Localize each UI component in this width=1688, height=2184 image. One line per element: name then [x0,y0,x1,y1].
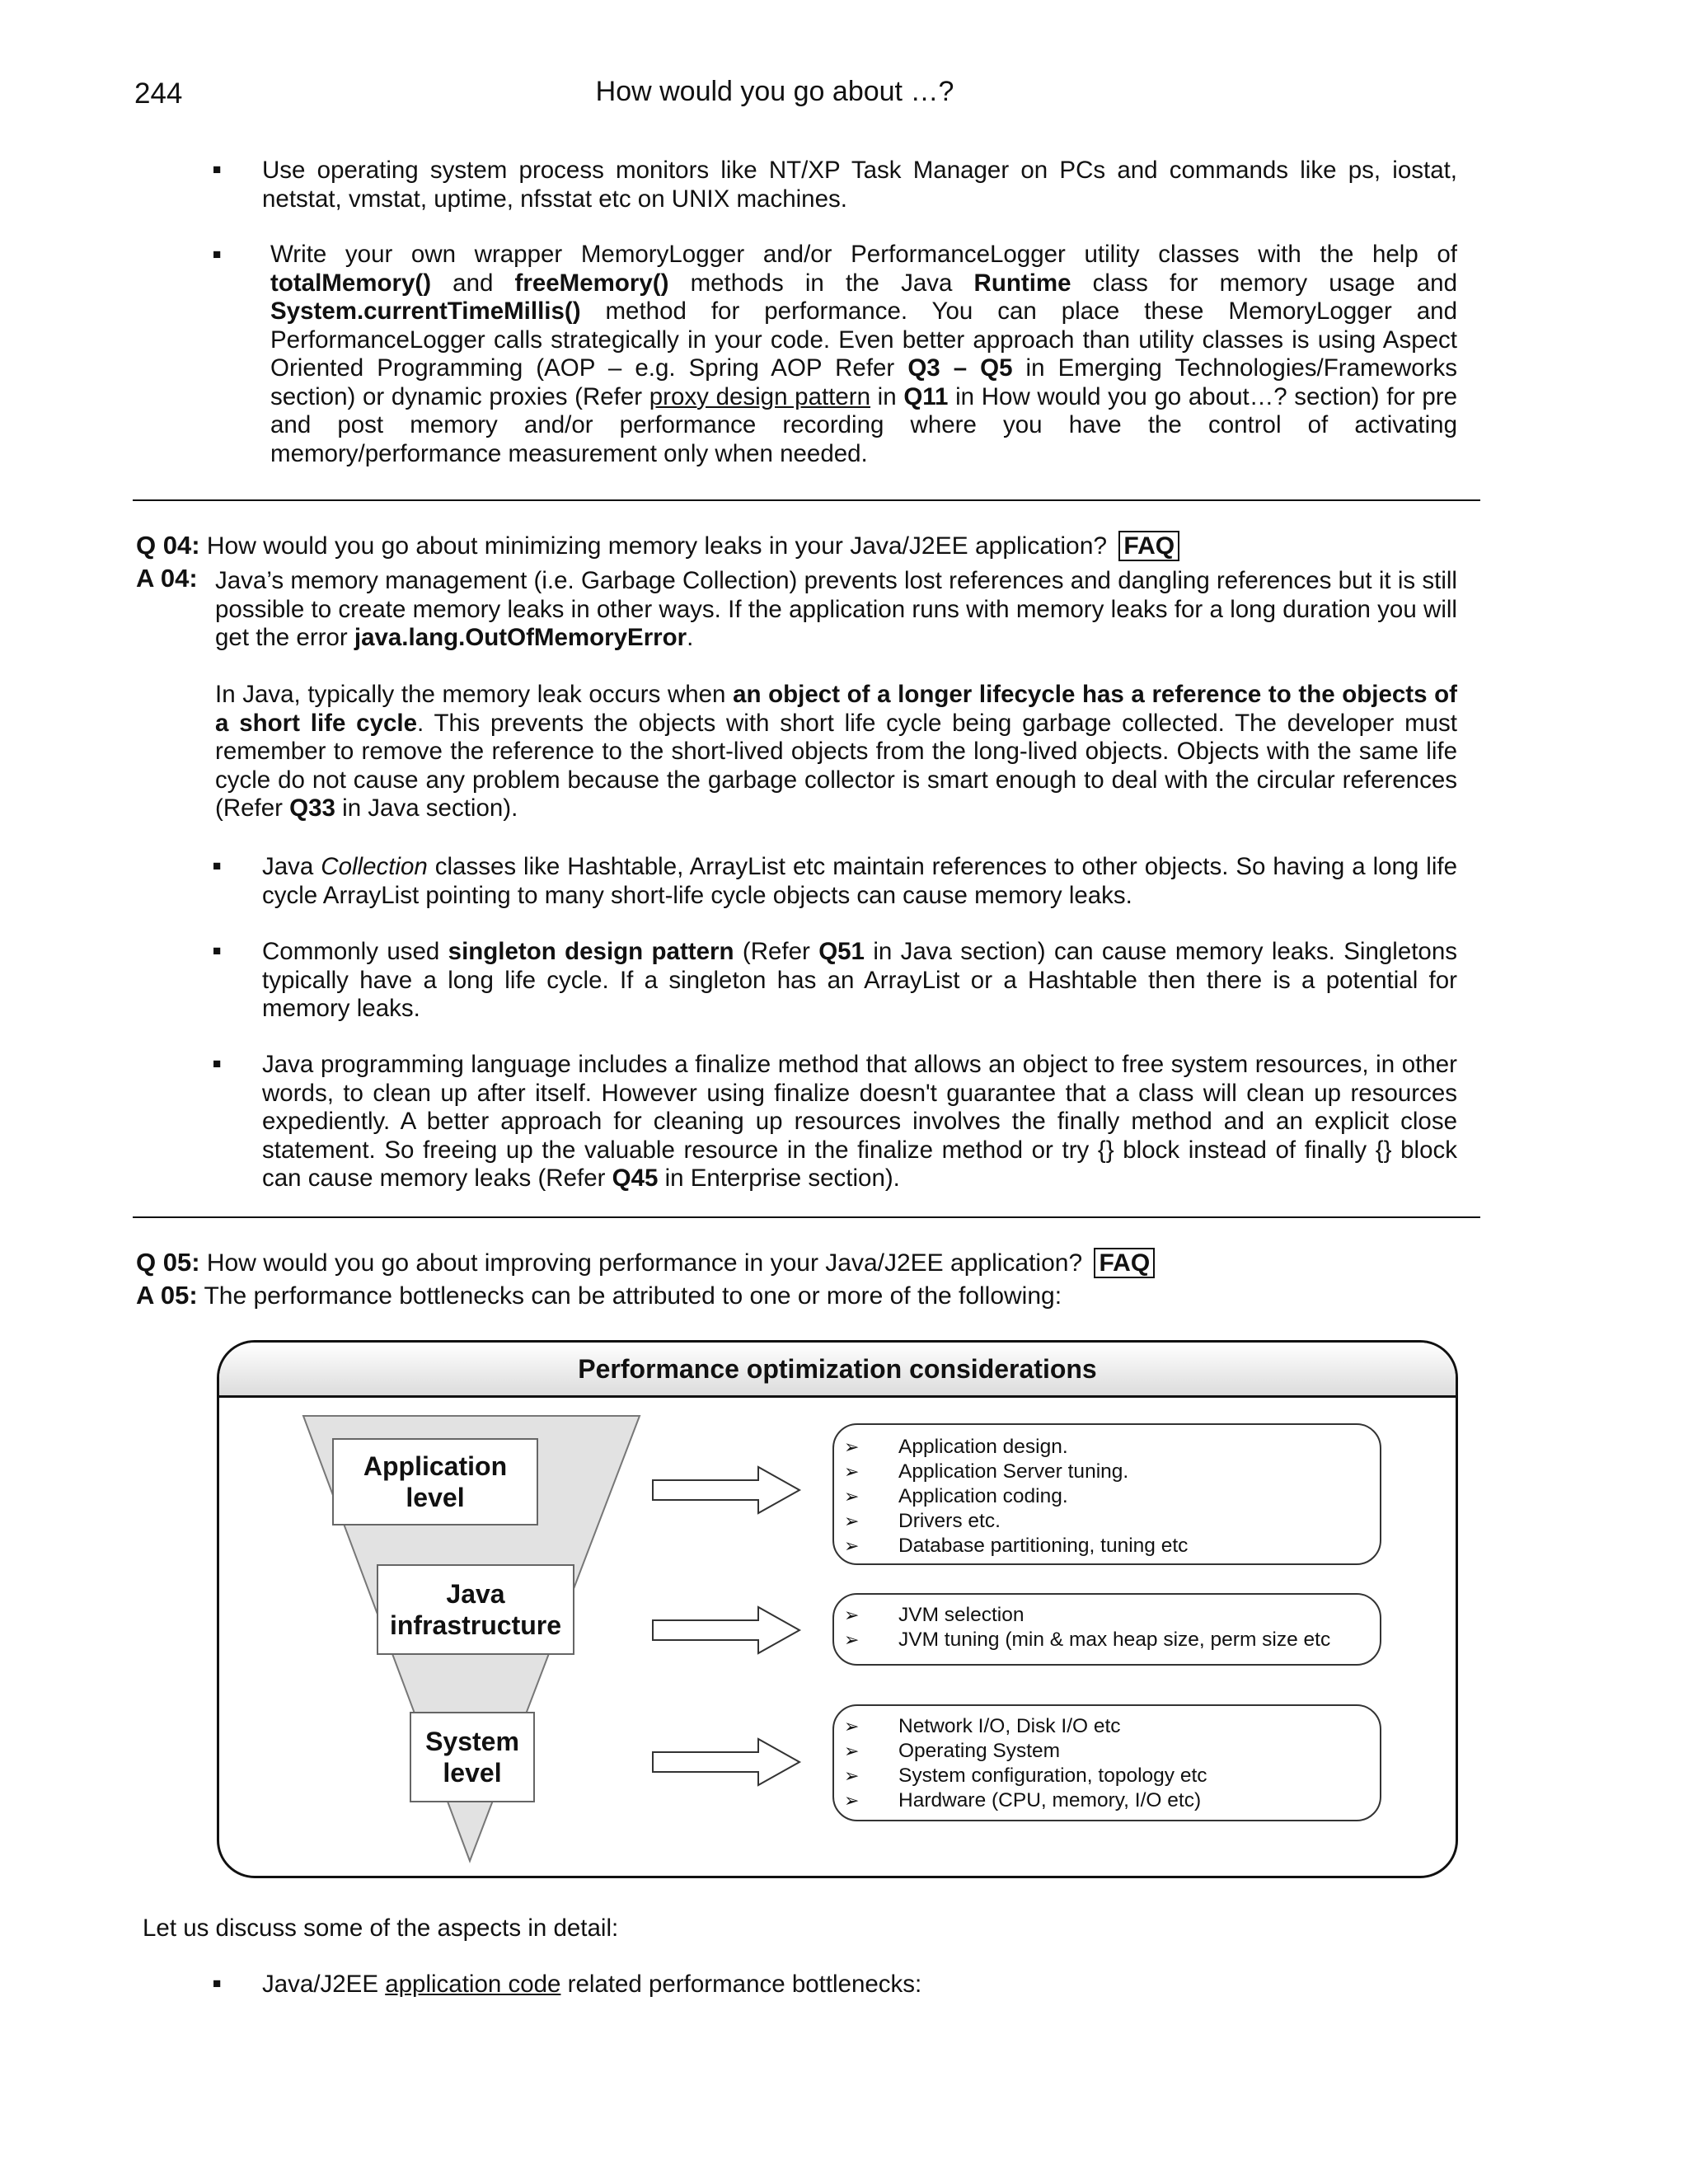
java-infrastructure-list [832,1593,1381,1666]
top-bullet-1: Use operating system process monitors like NT/XP Task Manager on PCs and commands like ps, iostat, netstat, vmstat, uptime, nfsstat etc on UNIX machines. [262,157,1457,213]
q05-answer: A 05: The performance bottlenecks can be attributed to one or more of the following: [136,1281,1062,1310]
bullet-marker: ■ [213,858,222,874]
arrowhead-bullet-icon: ➢ [844,1511,860,1531]
q04-question: Q 04: How would you go about minimizing memory leaks in your Java/J2EE application? FAQ [136,532,1471,561]
q04-bullet-1: Java Collection classes like Hashtable, ArrayList etc maintain references to other objects. So having a long life cycle ArrayList pointing to many short-life cycle objects can cause memory leaks. [262,853,1457,909]
list-item: ➢ JVM selection [844,1604,1025,1626]
faq-badge: FAQ [1118,531,1179,561]
level-system: System level [410,1712,535,1802]
arrowhead-bullet-icon: ➢ [844,1436,860,1457]
arrowhead-bullet-icon: ➢ [844,1461,860,1482]
bullet-marker: ■ [213,246,222,262]
arrowhead-bullet-icon: ➢ [844,1741,860,1761]
arrowhead-bullet-icon: ➢ [844,1765,860,1786]
list-item: ➢ System configuration, topology etc [844,1765,1207,1787]
application-code-link[interactable]: application code [385,1971,561,1998]
level-java-infrastructure: Java infrastructure [377,1564,574,1655]
list-item: ➢ Database partitioning, tuning etc [844,1535,1189,1557]
q05-question: Q 05: How would you go about improving performance in your Java/J2EE application? FAQ [136,1249,1471,1278]
page-title: How would you go about …? [595,76,954,107]
arrowhead-bullet-icon: ➢ [844,1716,860,1736]
list-item: ➢ JVM tuning (min & max heap size, perm size etc [844,1629,1331,1651]
level-application: Application level [332,1438,538,1526]
list-item: ➢ Operating System [844,1740,1061,1762]
proxy-pattern-link[interactable]: proxy design pattern [649,382,871,410]
top-bullet-2: Write your own wrapper MemoryLogger and/or PerformanceLogger utility classes with the help of totalMemory() and freeMemory() methods in the Java Runtime class for memory usage and System.currentTimeMillis() method for performance. You can place these MemoryLogger and PerformanceLogger calls strategically in your code. Even better approach than utility classes is using Aspect Oriented Programming (AOP – e.g. Spring AOP Refer Q3 – Q5 in Emerging Technologies/Frameworks section) or dynamic proxies (Refer proxy design pattern in Q11 in How would you go about…? section) for pre and post memory and/or performance recording where you have the control of activating memory/performance measurement only when needed. [270,241,1457,467]
system-level-list [832,1704,1381,1821]
bullet-marker: ■ [213,943,222,958]
arrowhead-bullet-icon: ➢ [844,1790,860,1811]
right-arrow-icon [653,1467,799,1513]
list-item: ➢ Application coding. [844,1485,1068,1507]
q04-answer-p2: In Java, typically the memory leak occurs when an object of a longer lifecycle has a reference to the objects of a short life cycle. This prevents the objects with short life cycle being garbage collected. The developer must remember to remove the reference to the short-lived objects from the long-lived objects. Objects with the same life cycle do not cause any problem because the garbage collector is smart enough to deal with the circular references (Refer Q33 in Java section). [215,681,1458,822]
list-item: ➢ Application Server tuning. [844,1460,1129,1483]
q04-bullet-3: Java programming language includes a finalize method that allows an object to free system resources, in other words, to clean up after itself. However using finalize doesn't guarantee that a class will clean up resources expediently. A better approach for cleaning up resources involves the finally method and an explicit close statement. So freeing up the valuable resource in the finalize method or try {} block instead of finally {} block can cause memory leaks (Refer Q45 in Enterprise section). [262,1051,1457,1192]
faq-badge: FAQ [1094,1248,1155,1278]
arrowhead-bullet-icon: ➢ [844,1535,860,1556]
list-item: ➢ Network I/O, Disk I/O etc [844,1715,1121,1737]
bullet-marker: ■ [213,162,222,177]
list-item: ➢ Application design. [844,1436,1068,1458]
bullet-marker: ■ [213,1975,222,1991]
q04-answer-label: A 04: [136,564,198,593]
right-arrow-icon [653,1607,799,1653]
list-item: ➢ Drivers etc. [844,1510,1001,1532]
application-level-list [832,1423,1381,1565]
discussion-intro: Let us discuss some of the aspects in detail: [143,1915,619,1942]
footer-bullet: Java/J2EE application code related performance bottlenecks: [262,1971,922,1998]
q04-answer-p1: Java’s memory management (i.e. Garbage Collection) prevents lost references and dangling references but it is still possible to create memory leaks in other ways. If the application runs with memory leaks for a long duration you will get the error java.lang.OutOfMemoryError. [215,567,1457,651]
arrowhead-bullet-icon: ➢ [844,1486,860,1507]
list-item: ➢ Hardware (CPU, memory, I/O etc) [844,1789,1202,1811]
page-number: 244 [134,77,183,110]
diagram-title: Performance optimization considerations [578,1354,1097,1384]
right-arrow-icon [653,1739,799,1785]
arrowhead-bullet-icon: ➢ [844,1629,860,1650]
arrowhead-bullet-icon: ➢ [844,1605,860,1625]
bullet-marker: ■ [213,1056,222,1071]
q04-bullet-2: Commonly used singleton design pattern (Refer Q51 in Java section) can cause memory leaks. Singletons typically have a long life cycle. If a singleton has an ArrayList or a Hashtable then there is a potential for memory leaks. [262,938,1457,1022]
